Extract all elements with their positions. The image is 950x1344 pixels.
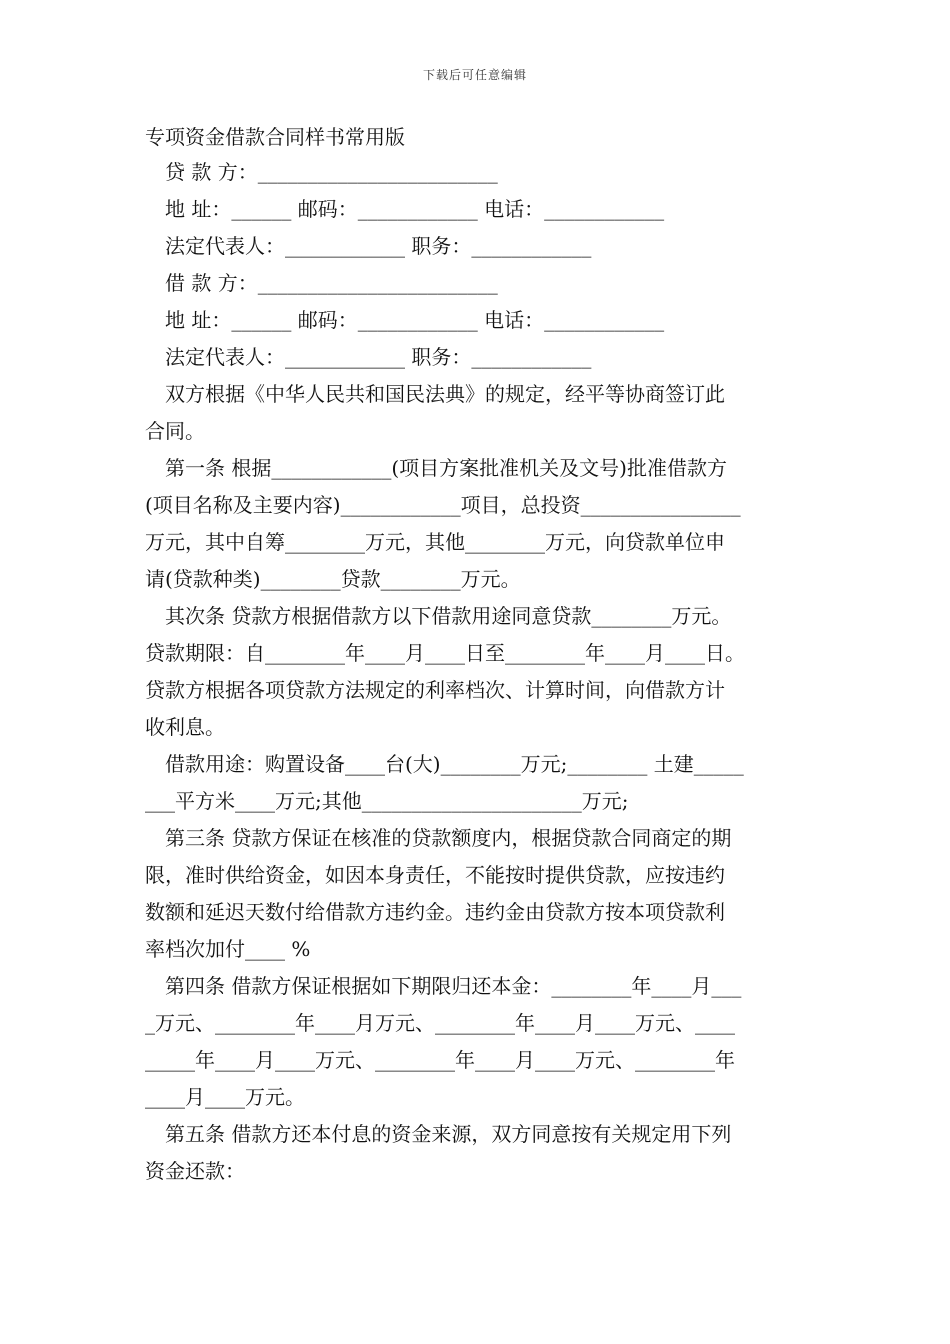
document-title: 专项资金借款合同样书常用版 — [145, 125, 405, 149]
article-two-line: 收利息。 — [145, 715, 225, 739]
article-three-line: 率档次加付____ % — [145, 937, 311, 961]
article-four-line: 第四条 借款方保证根据如下期限归还本金：________年____月___ — [165, 974, 742, 998]
loan-purpose-line: ___平方米____万元;其他______________________万元; — [145, 789, 629, 813]
loan-purpose-line: 借款用途：购置设备____台(大)________万元;________ 土建_____ — [165, 752, 744, 776]
article-one-line: 第一条 根据____________(项目方案批准机关及文号)批准借款方 — [165, 456, 727, 480]
article-three-line: 数额和延迟天数付给借款方违约金。违约金由贷款方按本项贷款利 — [145, 900, 725, 924]
article-two-line: 贷款期限：自________年____月____日至________年____月____日。 — [145, 641, 745, 665]
article-two-line: 其次条 贷款方根据借款方以下借款用途同意贷款________万元。 — [165, 604, 732, 628]
preamble-line: 合同。 — [145, 419, 205, 443]
article-five-line: 资金还款： — [145, 1159, 245, 1183]
article-four-line: _万元、________年____月万元、________年____月____万元、____ — [145, 1011, 735, 1035]
article-three-line: 第三条 贷款方保证在核准的贷款额度内，根据贷款合同商定的期 — [165, 826, 732, 850]
article-one-line: (项目名称及主要内容)____________项目，总投资________________ — [145, 493, 741, 517]
preamble-line: 双方根据《中华人民共和国民法典》的规定，经平等协商签订此 — [165, 382, 725, 406]
borrower-address-line: 地 址：______ 邮码：____________ 电话：____________ — [165, 308, 665, 332]
lender-address-line: 地 址：______ 邮码：____________ 电话：____________ — [165, 197, 665, 221]
article-five-line: 第五条 借款方还本付息的资金来源，双方同意按有关规定用下列 — [165, 1122, 732, 1146]
article-one-line: 万元，其中自筹________万元，其他________万元，向贷款单位申 — [145, 530, 725, 554]
borrower-representative-line: 法定代表人：____________ 职务：____________ — [165, 345, 592, 369]
document-body — [145, 120, 810, 1190]
article-four-line: _____年____月____万元、________年____月____万元、________年 — [145, 1048, 735, 1072]
article-three-line: 限，准时供给资金，如因本身责任，不能按时提供贷款，应按违约 — [145, 863, 725, 887]
article-one-line: 请(贷款种类)________贷款________万元。 — [145, 567, 521, 591]
lender-representative-line: 法定代表人：____________ 职务：____________ — [165, 234, 592, 258]
borrower-name-line: 借 款 方：________________________ — [165, 271, 498, 295]
article-four-line: ____月____万元。 — [145, 1085, 305, 1109]
article-two-line: 贷款方根据各项贷款方法规定的利率档次、计算时间，向借款方计 — [145, 678, 725, 702]
lender-name-line: 贷 款 方：________________________ — [165, 160, 498, 184]
header-note: 下载后可任意编辑 — [422, 68, 527, 82]
